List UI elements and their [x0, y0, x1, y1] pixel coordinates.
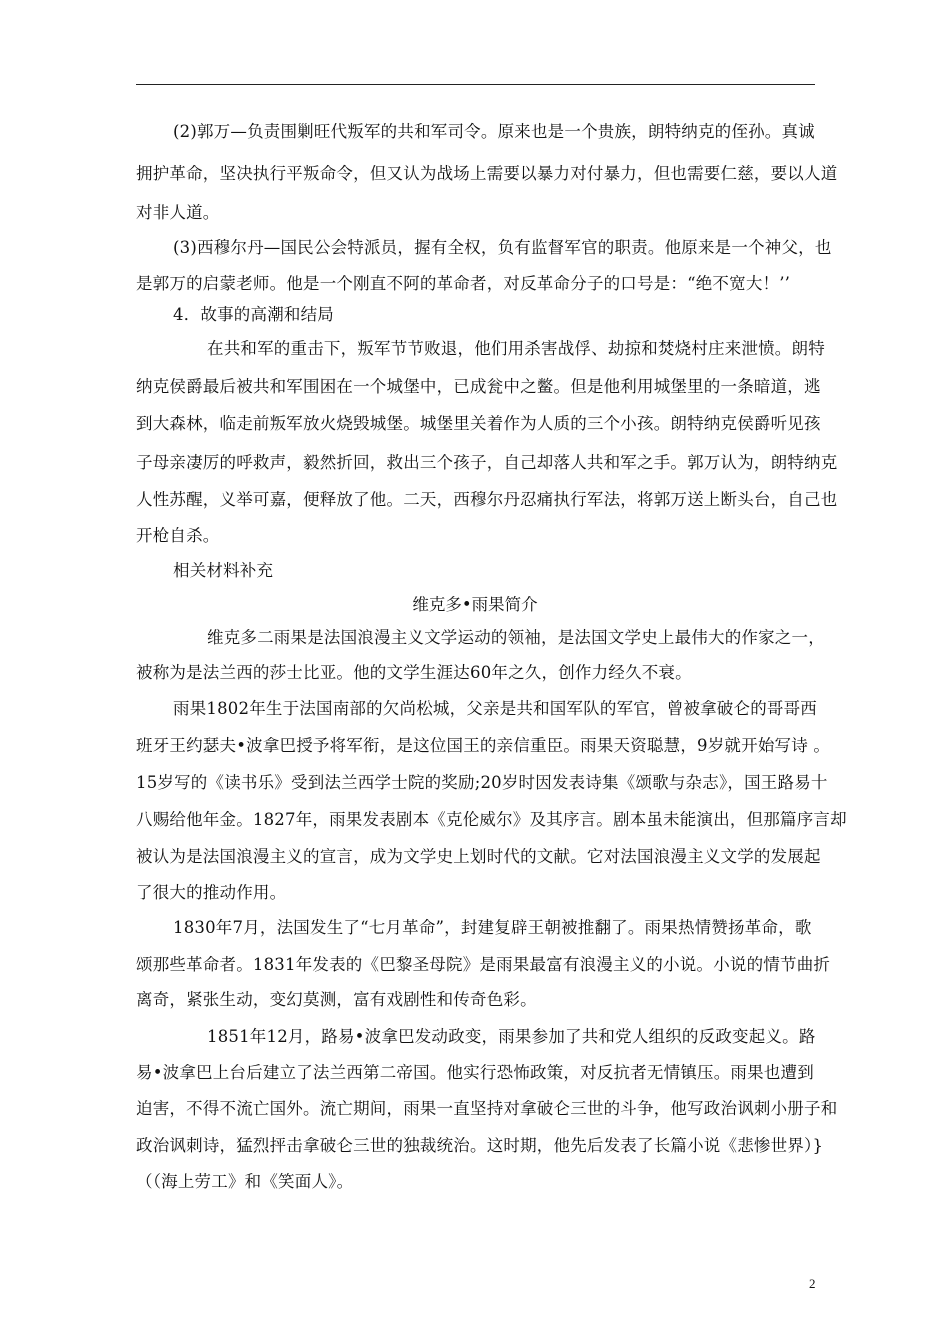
- paragraph-line: 雨果1802年生于法国南部的欠尚松城，父亲是共和国军队的军官，曾被拿破仑的哥哥西: [173, 699, 817, 718]
- section-heading: 相关材料补充: [173, 561, 274, 580]
- paragraph-line: 迫害，不得不流亡国外。流亡期间，雨果一直坚持对拿破仑三世的斗争，他写政治讽刺小册子和: [136, 1099, 838, 1118]
- paragraph-line: 拥护革命，坚决执行平叛命令，但又认为战场上需要以暴力对付暴力，但也需要仁慈，要以人道: [136, 164, 838, 183]
- paragraph-line: 易•波拿巴上台后建立了法兰西第二帝国。他实行恐怖政策，对反抗者无情镇压。雨果也遭到: [136, 1063, 814, 1082]
- paragraph-line: 在共和军的重击下，叛军节节败退，他们用杀害战俘、劫掠和焚烧村庄来泄愤。朗特: [207, 339, 825, 358]
- paragraph-line: （（海上劳工》和《笑面人》。: [136, 1172, 354, 1191]
- paragraph-line: (3)西穆尔丹—国民公会特派员，握有全权，负有监督军官的职责。他原来是一个神父，也: [173, 238, 832, 257]
- paragraph-line: 1830年7月，法国发生了“七月革命”，封建复辟王朝被推翻了。雨果热情赞扬革命，歌: [173, 918, 812, 937]
- paragraph-line: 1851年12月，路易•波拿巴发动政变，雨果参加了共和党人组织的反政变起义。路: [207, 1027, 816, 1046]
- paragraph-line: 人性苏醒，义举可嘉，便释放了他。二天，西穆尔丹忍痛执行军法，将郭万送上断头台，自己也: [136, 490, 838, 509]
- paragraph-line: 对非人道。: [136, 203, 220, 222]
- paragraph-line: 到大森林，临走前叛军放火烧毁城堡。城堡里关着作为人质的三个小孩。朗特纳克侯爵听见孩: [136, 414, 821, 433]
- paragraph-line: 被认为是法国浪漫主义的宣言，成为文学史上划时代的文献。它对法国浪漫主义文学的发展起: [136, 847, 821, 866]
- paragraph-line: 离奇，紧张生动，变幻莫测，富有戏剧性和传奇色彩。: [136, 990, 537, 1009]
- paragraph-line: 纳克侯爵最后被共和军围困在一个城堡中，已成瓮中之鳖。但是他利用城堡里的一条暗道，逃: [136, 377, 821, 396]
- paragraph-line: 班牙王约瑟夫•波拿巴授予将军衔，是这位国王的亲信重臣。雨果天资聪慧，9岁就开始写诗 。: [136, 736, 831, 755]
- paragraph-line: 是郭万的启蒙老师。他是一个刚直不阿的革命者，对反革命分子的口号是：“绝不宽大！’’: [136, 274, 791, 293]
- paragraph-line: (2)郭万—负责围剿旺代叛军的共和军司令。原来也是一个贵族，朗特纳克的侄孙。真诚: [173, 122, 815, 141]
- paragraph-line: 颂那些革命者。1831年发表的《巴黎圣母院》是雨果最富有浪漫主义的小说。小说的情节曲折: [136, 955, 831, 974]
- paragraph-line: 政治讽刺诗，猛烈抨击拿破仑三世的独裁统治。这时期，他先后发表了长篇小说《悲惨世界）}: [136, 1136, 824, 1155]
- paragraph-line: 维克多二雨果是法国浪漫主义文学运动的领袖，是法国文学史上最伟大的作家之一，: [207, 628, 825, 647]
- header-rule: [136, 84, 815, 85]
- page-number: 2: [809, 1276, 816, 1291]
- paragraph-line: 八赐给他年金。1827年，雨果发表剧本《克伦威尔》及其序言。剧本虽未能演出，但那篇序言却: [136, 810, 847, 829]
- paragraph-line: 15岁写的《读书乐》受到法兰西学士院的奖励;20岁时因发表诗集《颂歌与杂志》，国王路易十: [136, 773, 828, 792]
- section-heading: 4．故事的高潮和结局: [173, 305, 334, 324]
- paragraph-line: 子母亲凄厉的呼救声，毅然折回，救出三个孩子，自己却落人共和军之手。郭万认为，朗特纳克: [136, 453, 838, 472]
- paragraph-line: 开枪自杀。: [136, 526, 220, 545]
- paragraph-line: 了很大的推动作用。: [136, 883, 287, 902]
- section-title: 维克多•雨果简介: [412, 595, 538, 614]
- paragraph-line: 被称为是法兰西的莎士比亚。他的文学生涯达60年之久，创作力经久不衰。: [136, 663, 692, 682]
